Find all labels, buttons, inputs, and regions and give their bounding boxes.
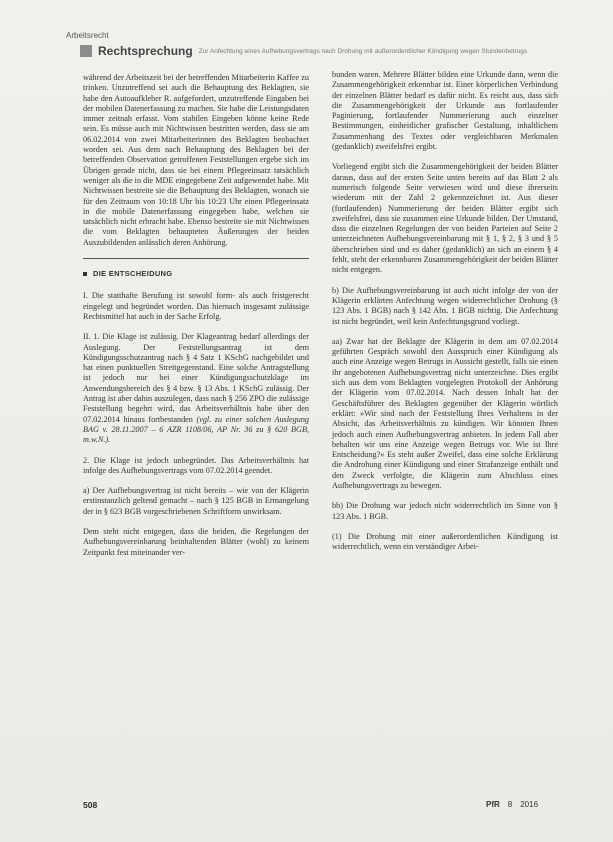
paragraph: aa) Zwar hat der Beklagte der Klägerin in dem am 07.02.2014 geführten Gespräch sowohl den Ausspruch einer Kündigung als auch eine Anzeige wegen Betrugs in Aussicht gestellt, falls sie einen ihr angebotenen Aufhebungsvertrag nicht unterzeichne. Dies ergibt sich aus dem vom Beklagten vorgelegten Protokoll der Anhörung der Klägerin vom 07.02.2014. Nach dessen Inhalt hat der Geschäftsführer des Beklagten gegenüber der Klägerin wörtlich erklärt: »Wir sind nach der Feststellung Ihres Verhaltens in der Absicht, das Arbeitsverhältnis zu kündigen. Wir könnten Ihnen jedoch auch einen Aufhebungsvertrag anbieten. In jedem Fall aber behalten wir uns eine Anzeige wegen Betrugs vor. Wie ist Ihre Entscheidung?« Es steht außer Zweifel, dass eine solche Erklärung die Androhung einer Kündigung und einer Strafanzeige enthält und den Zweck verfolgte, die Klägerin zum Abschluss eines Aufhebungsvertrags zu bewegen. [332, 336, 558, 490]
paragraph: bb) Die Drohung war jedoch nicht widerrechtlich im Sinne von § 123 Abs. 1 BGB. [332, 501, 558, 521]
paragraph: 2. Die Klage ist jedoch unbegründet. Das Arbeitsverhältnis hat infolge des Aufhebungsvertrags vom 07.02.2014 geendet. [83, 455, 309, 475]
citation: (vgl. zu einer solchen Auslegung BAG v. 28.11.2007 – 6 AZR 1108/06, AP Nr. 36 zu § 620 BGB, m.w.N.). [83, 414, 310, 445]
paragraph-text: II. 1. Die Klage ist zulässig. Der Klageantrag bedarf allerdings der Auslegung. Der Feststellungsantrag ist dem Kündigungsschutzantrag nach § 4 Satz 1 KSchG nachgebildet und hat einen punktuellen Streitgegenstand. Eine solche Antragstellung ist jedoch nur bei einer Kündigungsschutzklage im Anwendungsbereich des § 4 bzw. § 13 Abs. 1 KSchG zulässig. Der Antrag ist aber dahin auszulegen, dass nach § 256 ZPO die zulässige Feststellung begehrt wird, das Arbeitsverhältnis habe über den 07.02.2014 hinaus fortbestanden [83, 332, 309, 424]
paragraph: Vorliegend ergibt sich die Zusammengehörigkeit der beiden Blätter daraus, dass auf der ersten Seite unten bereits auf das Blatt 2 als numerisch folgende Seite verwiesen wird und diese ihrerseits wiederum mit der Zahl 2 gekennzeichnet ist. Aus dieser (fortlaufenden) Nummerierung der beiden Blätter ergibt sich zweifelsfrei, dass sie zusammen eine Urkunde bilden. Der Umstand, dass die einzelnen Regelungen der von beiden Parteien auf Seite 2 unterzeichneten Aufhebungsvereinbarung mit § 1, § 2, § 3 und § 5 überschrieben sind und es daher (gedanklich) an sich an einem § 4 fehlt, steht der erkennbaren Zusammengehörigkeit der beiden Blätter nicht entgegen. [332, 162, 558, 275]
paragraph: a) Der Aufhebungsvertrag ist nicht bereits – wie von der Klägerin erstinstanzlich geltend gemacht – nach § 125 BGB in Ermangelung der in § 623 BGB vorgeschriebenen Schriftform unwirksam. [83, 486, 309, 516]
section-label: Arbeitsrecht [66, 31, 109, 40]
header-square-icon [80, 45, 92, 57]
page-number: 508 [83, 800, 98, 810]
journal-name: PfR [486, 800, 500, 809]
paragraph: Dem steht nicht entgegen, dass die beiden, die Regelungen der Aufhebungsvereinbarung beinhaltenden Blätter (wohl) zu keinem Zeitpunkt fest miteinander ver- [83, 526, 309, 557]
header-title: Rechtsprechung [98, 44, 193, 58]
section-heading [83, 269, 309, 279]
left-column [83, 73, 309, 568]
paragraph [83, 332, 309, 445]
bullet-icon [83, 272, 87, 276]
paragraph: b) Die Aufhebungsvereinbarung ist auch nicht infolge der von der Klägerin erklärten Anfechtung wegen widerrechtlicher Drohung (§ 123 Abs. 1 BGB) nach § 142 Abs. 1 BGB nichtig. Die Anfechtung ist nicht begründet, weil kein Anfechtungsgrund vorliegt. [332, 285, 558, 326]
section-heading-label: DIE ENTSCHEIDUNG [93, 269, 173, 279]
right-column [332, 70, 558, 562]
divider [83, 258, 309, 259]
journal-issue: 8 [507, 800, 513, 809]
paragraph: bunden waren. Mehrere Blätter bilden eine Urkunde dann, wenn die Zusammengehörigkeit erkennbar ist. Einer körperlichen Verbindung der einzelnen Blätter bedarf es dafür nicht. Es reicht aus, dass sich die Zusammengehörigkeit der Urkunde aus fortlaufender Paginierung, fortlaufender Nummerierung auch einzelner Bestimmungen, einheitlicher grafischer Gestaltung, inhaltlichem Zusammenhang des Textes oder vergleichbaren Merkmalen (gedanklich) zweifelsfrei ergibt. [332, 70, 558, 152]
paragraph: I. Die statthafte Berufung ist sowohl form- als auch fristgerecht eingelegt und begründet worden. Das hiernach insgesamt zulässige Rechtsmittel hat auch in der Sache Erfolg. [83, 291, 309, 321]
journal-year: 2016 [520, 800, 539, 809]
journal-footer [486, 800, 538, 809]
page-header [80, 44, 585, 58]
paragraph: (1) Die Drohung mit einer außerordentlichen Kündigung ist widerrechtlich, wenn ein verständiger Arbei- [332, 531, 558, 552]
header-subtitle: Zur Anfechtung eines Aufhebungsvertrags nach Drohung mit außerordentlicher Kündigung wegen Stundenbetrugs [198, 47, 528, 55]
paragraph: während der Arbeitszeit bei der betreffenden Mitarbeiterin Kaffee zu trinken. Unzutreffend sei auch die Behauptung des Beklagten, sie habe den Autoaufkleber R. aufgefordert, unzutreffende Eingaben bei der mobilen Datenerfassung zu machen. Sie habe die Leistungsdaten immer zeitnah erfasst. Vom stabilen Eingeben könne keine Rede sein. Es müsse auch mit Nichtwissen bestritten werden, dass sie am 06.02.2014 von zwei Mitarbeiterinnen des Beklagten beobachtet worden sei. Aus dem nach Behauptung des Beklagten bei der betreffenden Observation getroffenen Feststellungen ergebe sich im Übrigen gerade nicht, dass sie bei einem Pflegeeinsatz tatsächlich weniger als die in die MDE eingegebene Zeit aufgewendet habe. Mit Nichtwissen bestreite sie die Behauptung des Beklagten, wonach sie für den Zeitraum von 10:18 Uhr bis 10:23 Uhr einen Pflegeeinsatz in die mobile Datenerfassung eingegeben habe, welchen sie tatsächlich nicht erbracht habe. Ebenso bestreite sie mit Nichtwissen die vom Beklagten behaupteten Äußerungen der beiden Auszubildenden anlässlich deren Anhörung. [83, 73, 309, 247]
